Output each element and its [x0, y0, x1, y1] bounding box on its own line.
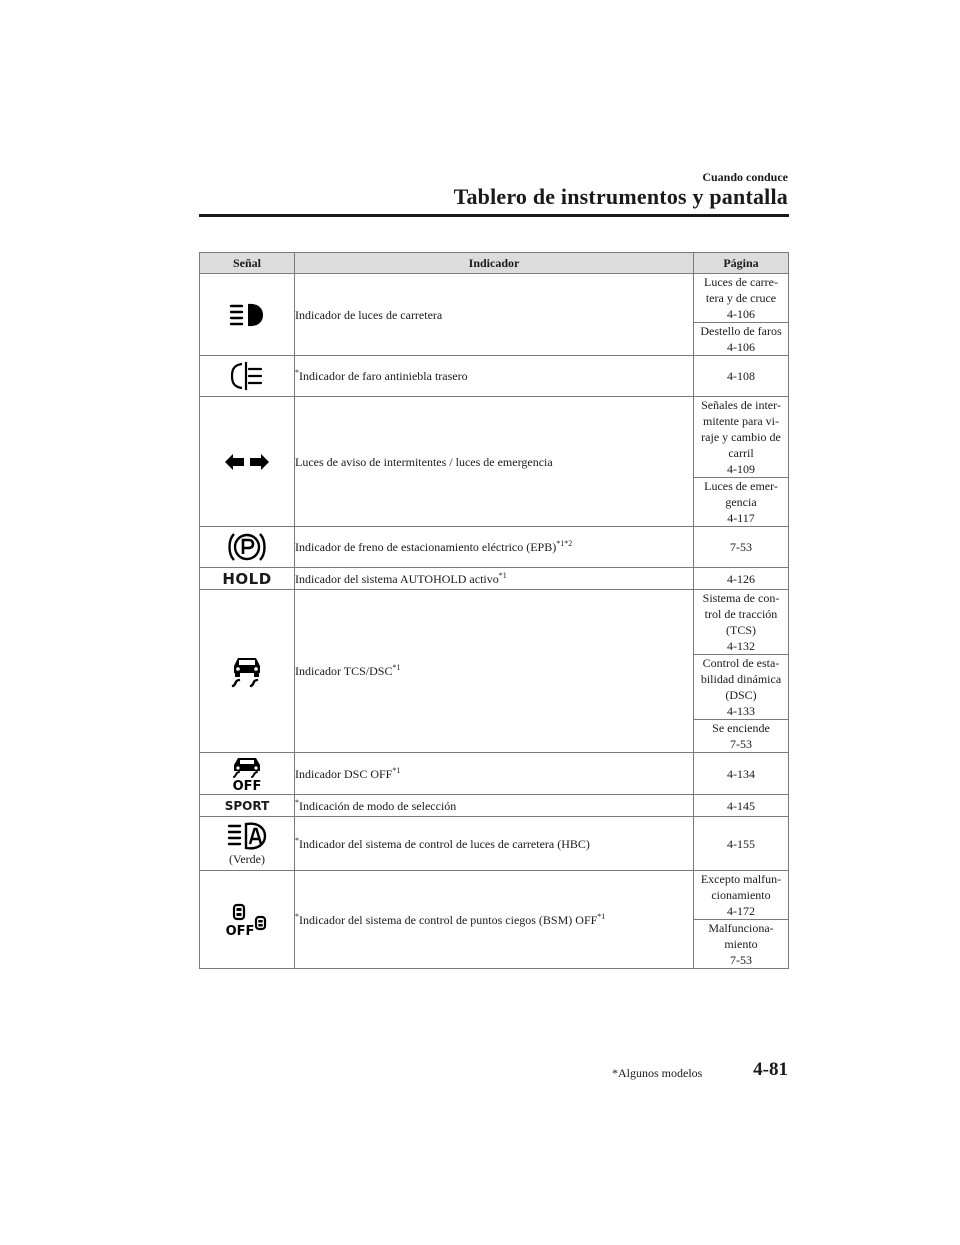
signal-cell [200, 590, 295, 753]
footnote-marker: *1 [392, 663, 401, 672]
table-row [200, 397, 789, 478]
indicator-label: Indicador del sistema de control de luces de carretera (HBC) [299, 836, 590, 851]
page-ref-text: 4-155 [727, 836, 755, 851]
page-ref [694, 720, 789, 753]
page-ref-text: 4-134 [727, 766, 755, 781]
page-ref [694, 590, 789, 655]
page-ref-text: Luces de emer- gencia 4-117 [704, 479, 778, 525]
page-ref-text: Se enciende 7-53 [712, 721, 770, 751]
page-ref [694, 527, 789, 568]
page-ref-text: Malfunciona- miento 7-53 [708, 921, 774, 967]
page-ref-text: Señales de inter- mitente para vi- raje y cambio de carril 4-109 [701, 398, 781, 476]
page-ref [694, 795, 789, 817]
autohold-icon-text: HOLD [222, 570, 272, 589]
table-row [200, 356, 789, 397]
indicator-cell [295, 397, 694, 527]
page-ref-text: Destello de faros 4-106 [700, 324, 782, 354]
tcs-dsc-icon [229, 654, 265, 688]
table-row [200, 753, 789, 795]
indicator-label: Indicador del sistema de control de puntos ciegos (BSM) OFF [299, 912, 598, 927]
footnote-marker: *1 [392, 765, 401, 775]
high-beam-icon [229, 302, 265, 328]
electric-parking-brake-icon [227, 530, 267, 564]
indicator-cell [295, 527, 694, 568]
signal-cell [200, 356, 295, 397]
indicator-label: Indicador de luces de carretera [295, 307, 443, 322]
page-ref [694, 655, 789, 720]
icon-caption: (Verde) [229, 851, 265, 866]
footnote-marker: * [295, 835, 299, 845]
table-row [200, 527, 789, 568]
column-header-indicator: Indicador [295, 253, 694, 274]
page-ref [694, 568, 789, 590]
page-ref [694, 920, 789, 969]
table-row [200, 274, 789, 323]
footnote-marker: * [295, 797, 299, 807]
page-ref-text: Sistema de con- trol de tracción (TCS) 4-132 [702, 591, 780, 653]
indicator-cell [295, 795, 694, 817]
footnote-legend: *Algunos modelos [612, 1066, 703, 1080]
indicator-table [199, 252, 789, 969]
page-title: Tablero de instrumentos y pantalla [453, 184, 788, 209]
signal-cell [200, 817, 295, 871]
signal-cell [200, 397, 295, 527]
table-row [200, 590, 789, 655]
section-label: Cuando conduce [702, 170, 788, 184]
indicator-cell [295, 356, 694, 397]
page-ref [694, 323, 789, 356]
table-row [200, 568, 789, 590]
page-ref-text: Luces de carre- tera y de cruce 4-106 [704, 275, 778, 321]
indicator-label: Indicador TCS/DSC [295, 664, 393, 678]
page-ref [694, 356, 789, 397]
indicator-cell [295, 274, 694, 356]
dsc-off-icon-text: OFF [232, 778, 262, 792]
signal-cell [200, 274, 295, 356]
rear-fog-light-icon [229, 360, 265, 392]
page-ref [694, 753, 789, 795]
indicator-cell [295, 590, 694, 753]
page-ref [694, 871, 789, 920]
indicator-cell [295, 568, 694, 590]
footnote-marker: *1 [498, 570, 507, 580]
sport-mode-icon [225, 798, 270, 814]
table-row [200, 817, 789, 871]
signal-cell [200, 568, 295, 590]
page-ref-text: 4-108 [727, 369, 755, 383]
page-ref [694, 817, 789, 871]
page-ref-text: Control de esta- bilidad dinámica (DSC) 4-133 [700, 656, 782, 718]
autohold-icon [222, 571, 271, 587]
footnote-marker: *1*2 [556, 539, 573, 548]
turn-signal-hazard-icon [224, 452, 270, 472]
footnote-marker: * [295, 911, 299, 921]
page-ref-text: 4-126 [727, 571, 755, 586]
signal-cell [200, 795, 295, 817]
column-header-page: Página [694, 253, 789, 274]
indicator-label: Indicador de freno de estacionamiento eléctrico (EPB) [295, 540, 557, 554]
table-row [200, 871, 789, 920]
page-number: 4-81 [753, 1059, 788, 1080]
dsc-off-icon [227, 756, 267, 792]
column-header-signal: Señal [200, 253, 295, 274]
footnote-marker: *1 [597, 911, 606, 921]
signal-cell [200, 527, 295, 568]
indicator-cell [295, 753, 694, 795]
indicator-cell [295, 871, 694, 969]
page-ref-text: 7-53 [730, 540, 752, 554]
page-ref [694, 397, 789, 478]
signal-cell [200, 871, 295, 969]
indicator-label: Indicador del sistema AUTOHOLD activo [295, 571, 499, 586]
page-ref [694, 478, 789, 527]
footnote-marker: * [295, 368, 299, 377]
page-ref-text: 4-145 [727, 798, 755, 813]
page-ref-text: Excepto malfun- cionamiento 4-172 [700, 872, 782, 918]
indicator-label: Indicación de modo de selección [299, 798, 457, 813]
indicator-label: Indicador DSC OFF [295, 766, 393, 781]
bsm-off-icon-text: OFF [226, 923, 255, 937]
bsm-off-icon [226, 903, 268, 937]
indicator-label: Indicador de faro antiniebla trasero [299, 369, 468, 383]
header-divider [199, 214, 789, 217]
hbc-icon [227, 821, 267, 851]
sport-mode-icon-text: SPORT [224, 799, 270, 814]
indicator-label: Luces de aviso de intermitentes / luces de emergencia [295, 454, 553, 469]
signal-cell [200, 753, 295, 795]
table-row [200, 795, 789, 817]
indicator-cell [295, 817, 694, 871]
page-ref [694, 274, 789, 323]
table-header-row [200, 253, 789, 274]
